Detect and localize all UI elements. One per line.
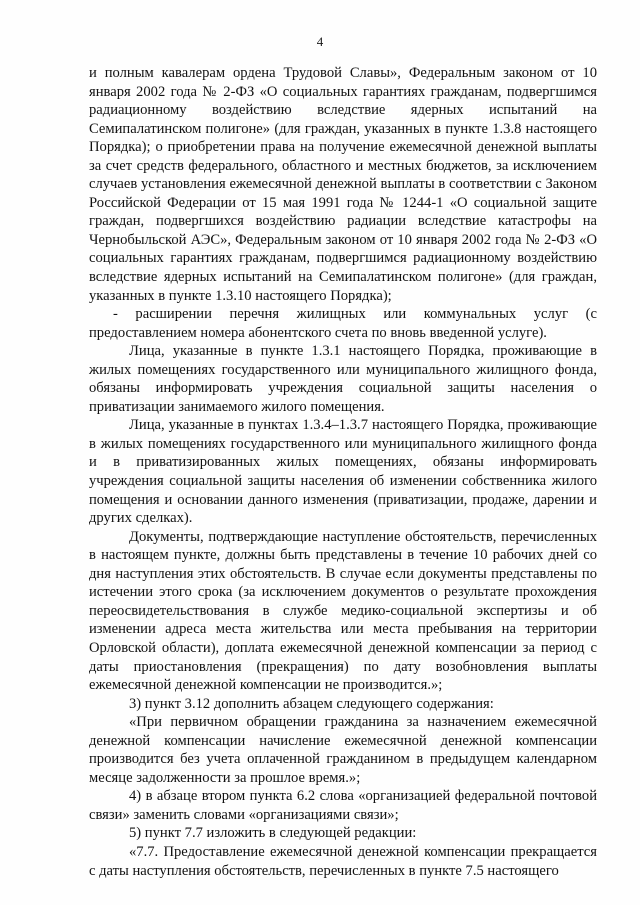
quoted-paragraph: «При первичном обращении гражданина за назначением ежемесячной денежной компенсации начисление ежемесячной денежной компенсации производится без учета оплаченной гражданином в предыдущем календарном месяце задолженности за прошлое время.»; bbox=[89, 714, 597, 786]
page-number: 4 bbox=[316, 34, 324, 49]
paragraph: Лица, указанные в пункте 1.3.1 настоящего Порядка, проживающие в жилых помещениях государственного или муниципального жилищного фонда, обязаны информировать учреждения социальной защиты населения о приватизации занимаемого жилого помещения. bbox=[89, 343, 597, 415]
amendment-item-4: 4) в абзаце втором пункта 6.2 слова «организацией федеральной почтовой связи» заменить словами «организациями связи»; bbox=[89, 788, 597, 823]
document-body bbox=[89, 64, 597, 880]
paragraph: Документы, подтверждающие наступление обстоятельств, перечисленных в настоящем пункте, должны быть представлены в течение 10 рабочих дней со дня наступления этих обстоятельств. В случае если документы представлены по истечении этого срока (за исключением документов о результате прохождения переосвидетельствования в службе медико-социальной экспертизы и об изменении адреса места жительства или места пребывания на территории Орловской области), доплата ежемесячной денежной компенсации за период с даты приостановления (прекращения) по дату возобновления выплаты ежемесячной денежной компенсации не производится.»; bbox=[89, 528, 597, 694]
amendment-item-3: 3) пункт 3.12 дополнить абзацем следующего содержания: bbox=[129, 695, 494, 712]
quoted-paragraph: «7.7. Предоставление ежемесячной денежной компенсации прекращается с даты наступления обстоятельств, перечисленных в пункте 7.5 настоящего bbox=[89, 843, 597, 879]
amendment-item-5: 5) пункт 7.7 изложить в следующей редакции: bbox=[129, 825, 417, 842]
paragraph-list-item: - расширении перечня жилищных или коммунальных услуг (с предоставлением номера абонентского счета по вновь введенной услуге). bbox=[89, 306, 597, 341]
paragraph: Лица, указанные в пунктах 1.3.4–1.3.7 настоящего Порядка, проживающие в жилых помещениях государственного или муниципального жилищного фонда и в приватизированных жилых помещениях, обязаны информировать учреждения социальной защиты населения об изменении собственника жилого помещения и основании данного изменения (приватизации, продаже, дарении и других сделках). bbox=[89, 417, 597, 527]
paragraph-continuation: и полным кавалерам ордена Трудовой Славы», Федеральным законом от 10 января 2002 года № 2-ФЗ «О социальных гарантиях гражданам, подвергшимся радиационному воздействию вследствие ядерных испытаний на Семипалатинском полигоне» (для граждан, указанных в пункте 1.3.8 настоящего Порядка); о приобретении права на получение ежемесячной денежной выплаты за счет средств федерального, областного и местных бюджетов, за исключением случаев установления ежемесячной денежной выплаты в соответствии с Законом Российской Федерации от 15 мая 1991 года № 1244-1 «О социальной защите граждан, подвергшихся воздействию радиации вследствие катастрофы на Чернобыльской АЭС», Федеральным законом от 10 января 2002 года № 2-ФЗ «О социальных гарантиях гражданам, подвергшимся радиационному воздействию вследствие ядерных испытаний на Семипалатинском полигоне» (для граждан, указанных в пункте 1.3.10 настоящего Порядка); bbox=[89, 65, 597, 304]
